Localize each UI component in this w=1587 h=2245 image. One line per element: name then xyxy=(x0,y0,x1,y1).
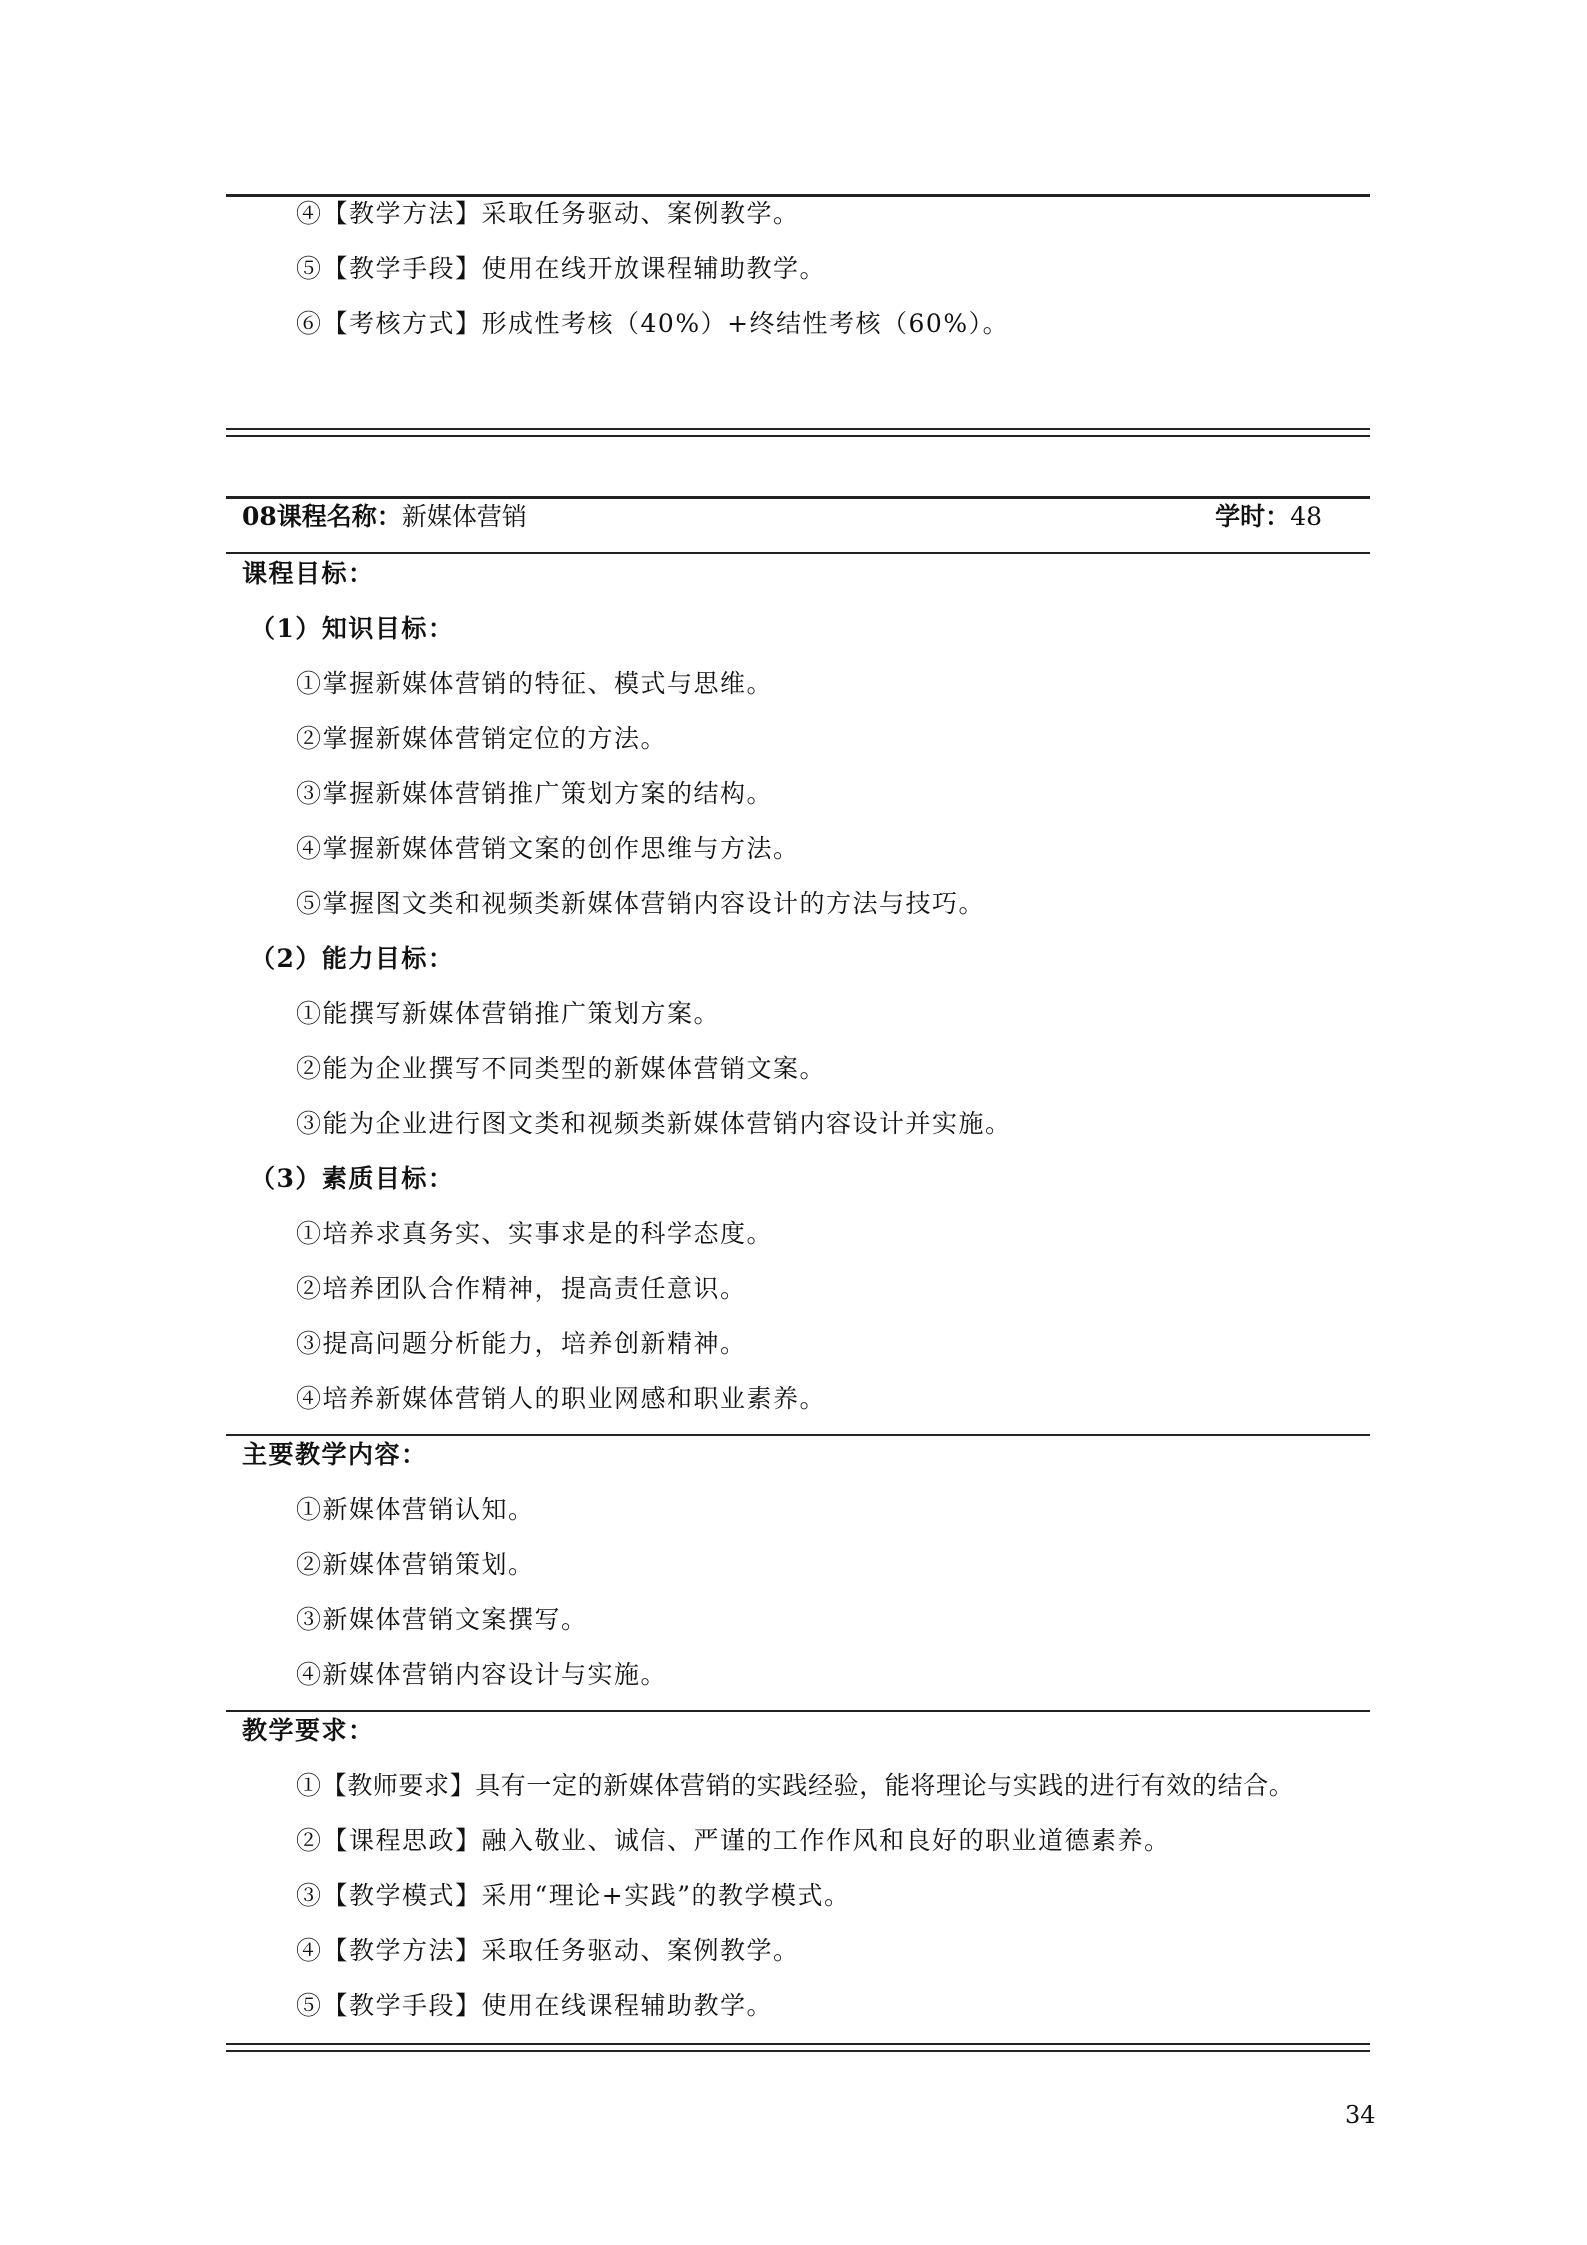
hours-value: 48 xyxy=(1290,502,1322,531)
list-item: ②新媒体营销策划。 xyxy=(296,1550,535,1579)
list-item: ①【教师要求】具有一定的新媒体营销的实践经验，能将理论与实践的进行有效的结合。 xyxy=(296,1771,1295,1800)
page-number: 34 xyxy=(1345,2101,1376,2129)
course-header xyxy=(242,500,1322,534)
content-heading: 主要教学内容： xyxy=(242,1440,428,1469)
list-item: ④新媒体营销内容设计与实施。 xyxy=(296,1660,668,1689)
list-item: ⑥【考核方式】形成性考核（40%）+终结性考核（60%）。 xyxy=(296,309,1010,338)
list-item: ③提高问题分析能力，培养创新精神。 xyxy=(296,1329,747,1358)
list-item: ④培养新媒体营销人的职业网感和职业素养。 xyxy=(296,1384,827,1413)
list-item: ⑤【教学手段】使用在线课程辅助教学。 xyxy=(296,1991,774,2020)
list-item: ④【教学方法】采取任务驱动、案例教学。 xyxy=(296,1936,800,1965)
course-name-label: 课程名称： xyxy=(276,502,402,531)
hours-label: 学时： xyxy=(1215,502,1291,531)
list-item: ②掌握新媒体营销定位的方法。 xyxy=(296,724,668,753)
requirements-top-rule xyxy=(226,1710,1370,1712)
course-name: 新媒体营销 xyxy=(401,502,527,531)
list-item: ③【教学模式】采用“理论+实践”的教学模式。 xyxy=(296,1881,851,1910)
list-item: ⑤掌握图文类和视频类新媒体营销内容设计的方法与技巧。 xyxy=(296,889,986,918)
quality-heading: （3）素质目标： xyxy=(250,1164,455,1193)
course-header-top-rule xyxy=(226,496,1370,499)
course-hours xyxy=(1215,500,1322,534)
list-item: ①新媒体营销认知。 xyxy=(296,1495,535,1524)
list-item: ④掌握新媒体营销文案的创作思维与方法。 xyxy=(296,834,800,863)
course-header-bottom-rule xyxy=(226,552,1370,554)
list-item: ⑤【教学手段】使用在线开放课程辅助教学。 xyxy=(296,254,827,283)
ability-heading: （2）能力目标： xyxy=(250,944,455,973)
course-title xyxy=(242,500,527,534)
content-top-rule xyxy=(226,1434,1370,1436)
list-item: ①培养求真务实、实事求是的科学态度。 xyxy=(296,1219,774,1248)
list-item: ④【教学方法】采取任务驱动、案例教学。 xyxy=(296,199,800,228)
list-item: ②【课程思政】融入敬业、诚信、严谨的工作作风和良好的职业道德素养。 xyxy=(296,1826,1171,1855)
list-item: ③能为企业进行图文类和视频类新媒体营销内容设计并实施。 xyxy=(296,1109,1012,1138)
knowledge-heading: （1）知识目标： xyxy=(250,614,455,643)
section-end-rule xyxy=(226,428,1370,437)
list-item: ①能撰写新媒体营销推广策划方案。 xyxy=(296,999,721,1028)
requirements-heading: 教学要求： xyxy=(242,1716,375,1745)
objectives-heading: 课程目标： xyxy=(242,559,375,588)
list-item: ②能为企业撰写不同类型的新媒体营销文案。 xyxy=(296,1054,827,1083)
list-item: ③新媒体营销文案撰写。 xyxy=(296,1605,588,1634)
list-item: ③掌握新媒体营销推广策划方案的结构。 xyxy=(296,779,774,808)
list-item: ①掌握新媒体营销的特征、模式与思维。 xyxy=(296,669,774,698)
section-end-rule xyxy=(226,2043,1370,2052)
list-item: ②培养团队合作精神，提高责任意识。 xyxy=(296,1274,747,1303)
course-code: 08 xyxy=(242,502,277,531)
